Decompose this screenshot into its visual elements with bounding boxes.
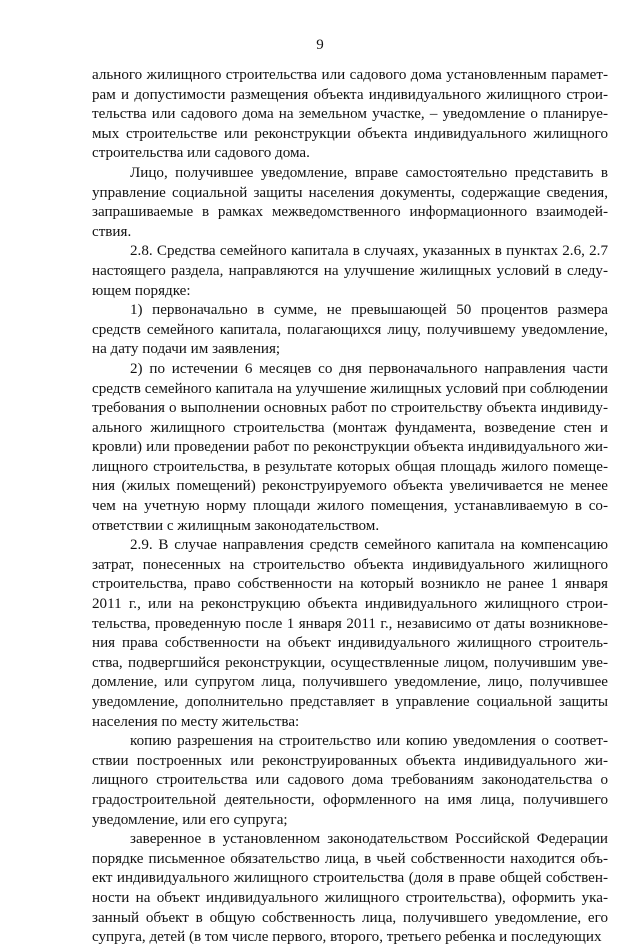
paragraph-2-8: 2.8. Средства семейного капитала в случаях, указанных в пунктах 2.6, 2.7 настоящего раздела, направляются на улучшение жилищных условий в следующем порядке: [92, 243, 608, 299]
paragraph-permit-copy: копию разрешения на строительство или копию уведомления о соответствии построенных или реконструированных объекта индивидуального жилищного строительства или садового дома требованиям законодательства о градостроительной деятельности, оформленного на имя лица, получившего уведомление, или его супруга; [92, 733, 608, 828]
document-body [92, 66, 608, 948]
paragraph-ownership-obligation: заверенное в установленном законодательством Российской Федерации порядке письменное обязательство лица, в чьей собственности находится объект индивидуального жилищного строительства (доля в праве общей собственности на объект индивидуального жилищного строительства), оформить указанный объект в общую собственность лица, получившего уведомление, его супруга, детей (в том числе первого, второго, третьего ребенка и последующих [92, 831, 608, 946]
paragraph-2-8-item-2: 2) по истечении 6 месяцев со дня первоначального направления части средств семейного капитала на улучшение жилищных условий при соблюдении требования о выполнении основных работ по строительству объекта индивидуального жилищного строительства (монтаж фундамента, возведение стен и кровли) или проведении работ по реконструкции объекта индивидуального жилищного строительства, в результате которых общая площадь жилого помещения (жилых помещений) реконструируемого объекта увеличивается не менее чем на учетную норму площади жилого помещения, устанавливаемую в соответствии с жилищным законодательством. [92, 360, 608, 534]
paragraph-continuation: ального жилищного строительства или садового дома установленным параметрам и допустимости размещения объекта индивидуального жилищного строительства или садового дома на земельном участке, – уведомление о планируемых строительстве или реконструкции объекта индивидуального жилищного строительства или садового дома. [92, 67, 608, 162]
paragraph-2-9: 2.9. В случае направления средств семейного капитала на компенсацию затрат, понесенных на строительство объекта индивидуального жилищного строительства, право собственности на который возникло не ранее 1 января 2011 г., или на реконструкцию объекта индивидуального жилищного строительства, проведенную после 1 января 2011 г., независимо от даты возникновения права собственности на объект индивидуального жилищного строительства, подвергшийся реконструкции, осуществленные лицом, получившим уведомление, или супругом лица, получившего уведомление, лицо, получившее уведомление, дополнительно представляет в управление социальной защиты населения по месту жительства: [92, 537, 608, 730]
paragraph-2-8-item-1: 1) первоначально в сумме, не превышающей 50 процентов размера средств семейного капитала, полагающихся лицу, получившему уведомление, на дату подачи им заявления; [92, 302, 608, 358]
page-number: 9 [316, 37, 324, 53]
paragraph-notification-holder: Лицо, получившее уведомление, вправе самостоятельно представить в управление социальной защиты населения документы, содержащие сведения, запрашиваемые в рамках межведомственного информационного взаимодействия. [92, 164, 608, 240]
